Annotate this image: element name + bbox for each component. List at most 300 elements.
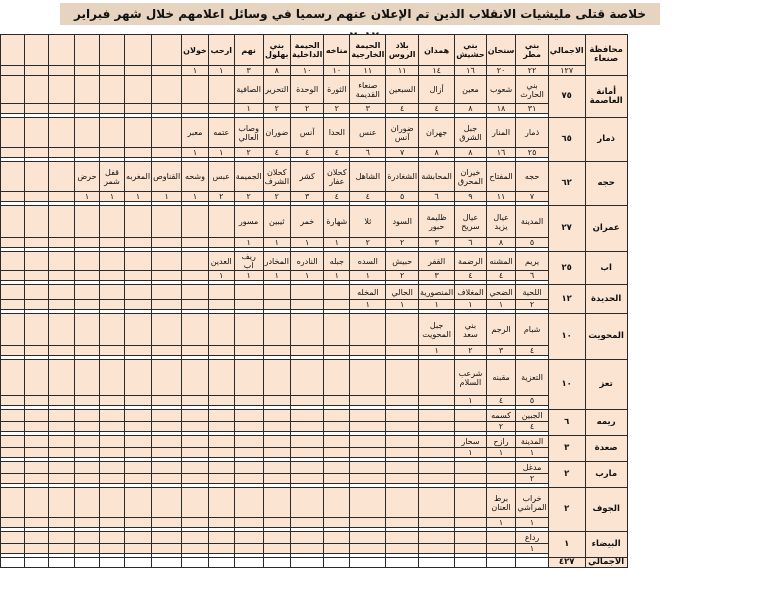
district-count [100,104,125,114]
district-count [419,396,455,406]
footer-empty [455,558,486,568]
district-count [100,238,125,248]
district-name: رازح [486,436,516,448]
district-name [152,76,182,104]
district-count: ١ [419,346,455,356]
district-header: همدان [419,35,455,66]
district-count [208,396,234,406]
district-count: ٥ [386,192,419,202]
district-name [182,462,209,474]
footer-empty [516,558,548,568]
district-count [486,474,516,484]
footer-empty [419,558,455,568]
district-name [100,532,125,544]
district-name [324,410,350,422]
district-count [291,518,324,528]
district-count [419,544,455,554]
district-name [100,285,125,300]
district-name [1,436,25,448]
district-count: ٦ [516,271,548,281]
district-name: عيال سريح [455,206,486,238]
district-count: ٤ [455,271,486,281]
district-name [49,436,75,448]
district-count [49,474,75,484]
district-count [455,422,486,432]
district-name: اللحية [516,285,548,300]
district-header: خولان [182,35,209,66]
district-name [350,462,386,474]
district-count: ٢ [234,148,263,158]
district-name [25,252,49,271]
district-header [49,35,75,66]
district-count [1,448,25,458]
district-name: ريف اب [234,252,263,271]
district-count: ١ [516,544,548,554]
footer-empty [100,558,125,568]
district-count: ٤ [291,148,324,158]
district-count [1,238,25,248]
district-count [125,518,152,528]
district-name: جبل المحويت [419,314,455,346]
district-name [386,314,419,346]
district-name [208,488,234,518]
district-count [49,346,75,356]
district-name [125,76,152,104]
district-count: ١ [208,271,234,281]
district-count: ١ [263,271,291,281]
district-count [324,422,350,432]
district-name [75,118,100,148]
district-count [208,474,234,484]
district-count: ١ [291,271,324,281]
district-count: ١ [208,66,234,76]
district-count: ١٠ [291,66,324,76]
footer-empty [263,558,291,568]
district-count [152,544,182,554]
district-name [1,118,25,148]
district-name [152,206,182,238]
district-count [324,396,350,406]
district-count [75,300,100,310]
district-name: خيران المحرق [455,162,486,192]
district-count: ٣ [234,66,263,76]
district-name [100,360,125,396]
district-name [75,488,100,518]
district-header: بني مطر [516,35,548,66]
district-count [263,544,291,554]
district-count: ٢٥ [516,148,548,158]
district-name [208,462,234,474]
district-name [1,206,25,238]
district-count [75,474,100,484]
district-name [75,360,100,396]
district-count [152,238,182,248]
district-count: ١ [208,148,234,158]
district-name [324,314,350,346]
district-count [386,518,419,528]
district-name [386,410,419,422]
district-count: ٨ [455,148,486,158]
district-name: عبس [208,162,234,192]
district-name: المشنه [486,252,516,271]
district-name [125,462,152,474]
district-name [263,285,291,300]
district-count [49,422,75,432]
district-name [100,206,125,238]
district-count: ١٠ [324,66,350,76]
district-name [208,436,234,448]
district-count [324,448,350,458]
district-name: مدغل [516,462,548,474]
district-count [152,104,182,114]
district-count: ٣ [291,192,324,202]
district-name: التعزية [516,360,548,396]
district-header [125,35,152,66]
district-count [1,422,25,432]
district-name: المخله [350,285,386,300]
district-count: ٣ [350,104,386,114]
district-name [455,488,486,518]
district-name [234,314,263,346]
district-name [49,532,75,544]
district-count [125,300,152,310]
district-name [208,314,234,346]
district-name [234,462,263,474]
district-count [49,300,75,310]
district-count [25,66,49,76]
district-count [182,518,209,528]
district-count [100,148,125,158]
district-name [152,436,182,448]
district-count: ٢ [291,104,324,114]
district-name [350,360,386,396]
district-count [324,544,350,554]
district-count [263,346,291,356]
district-count [386,448,419,458]
district-count [291,396,324,406]
district-count [263,300,291,310]
district-count: ١ [125,192,152,202]
district-name [182,488,209,518]
district-name [100,252,125,271]
district-count [125,422,152,432]
district-name [49,162,75,192]
district-name: كشر [291,162,324,192]
district-count [455,518,486,528]
district-name [1,488,25,518]
district-count [208,448,234,458]
district-name: القناوص [152,162,182,192]
district-count [182,448,209,458]
district-name [234,488,263,518]
district-count [234,518,263,528]
district-name [152,532,182,544]
district-count [182,544,209,554]
district-count [1,396,25,406]
district-count [1,148,25,158]
district-count [152,148,182,158]
district-count: ١ [182,66,209,76]
district-count: ٤ [486,396,516,406]
district-count [25,148,49,158]
district-count [208,544,234,554]
district-count [182,422,209,432]
district-count [263,474,291,484]
district-name [350,410,386,422]
district-count [263,422,291,432]
governorate-header: محافظة صنعاء [585,35,627,76]
district-name [125,436,152,448]
district-count [75,396,100,406]
district-count: ٢ [350,238,386,248]
district-count: ١ [419,300,455,310]
district-name [386,360,419,396]
district-count: ١٦ [486,148,516,158]
district-count [49,518,75,528]
district-name [152,488,182,518]
district-name [208,285,234,300]
district-name [125,314,152,346]
district-count [350,474,386,484]
district-name: خراب المراشي [516,488,548,518]
governorate-total: ١٢ [548,285,585,314]
district-name [324,436,350,448]
district-name: الرجم [486,314,516,346]
governorate-total: ٦ [548,410,585,436]
district-name: حرض [75,162,100,192]
district-count [455,544,486,554]
district-header: بني حشيش [455,35,486,66]
district-name: بني سعد [455,314,486,346]
governorate-total: ٢٧ [548,206,585,252]
district-count [125,238,152,248]
district-name: أزال [419,76,455,104]
district-count: ٨ [263,66,291,76]
district-count [234,346,263,356]
district-count [25,544,49,554]
district-name [208,410,234,422]
district-count [49,544,75,554]
district-name [234,410,263,422]
district-name [324,462,350,474]
district-count [291,474,324,484]
district-name [49,206,75,238]
district-count: ٢ [263,104,291,114]
district-name: المغربه [125,162,152,192]
district-count [182,104,209,114]
district-name [75,532,100,544]
district-count [350,544,386,554]
governorate-name: أمانة العاصمة [585,76,627,118]
district-count [324,474,350,484]
district-name: وشحه [182,162,209,192]
district-header [25,35,49,66]
district-count: ١ [486,300,516,310]
district-name: كحلان عفار [324,162,350,192]
district-name: المفتاح [486,162,516,192]
district-count [25,448,49,458]
district-name: الشغادرة [386,162,419,192]
district-name [486,532,516,544]
district-name [386,462,419,474]
district-name: الحالي [386,285,419,300]
district-name: جهران [419,118,455,148]
district-name: شرعب السلام [455,360,486,396]
district-name: السده [350,252,386,271]
district-count: ١ [486,518,516,528]
district-name [1,532,25,544]
district-name [263,488,291,518]
district-count [208,238,234,248]
district-name [100,118,125,148]
district-name [25,76,49,104]
district-name [100,314,125,346]
district-count [100,448,125,458]
district-name [49,462,75,474]
district-name: الثورة [324,76,350,104]
district-count: ٤ [419,104,455,114]
district-name [324,360,350,396]
district-name: ثيبين [263,206,291,238]
district-count [100,518,125,528]
district-count: ٤ [386,104,419,114]
district-name [100,462,125,474]
governorate-name: عمران [585,206,627,252]
governorate-total: ٣ [548,436,585,462]
district-count [100,474,125,484]
district-count: ١ [455,448,486,458]
district-count: ٨ [486,238,516,248]
district-count [182,346,209,356]
district-name [1,162,25,192]
footer-empty [1,558,25,568]
district-name [25,314,49,346]
district-name: الوحدة [291,76,324,104]
district-name [25,162,49,192]
district-count [125,474,152,484]
district-header [1,35,25,66]
district-count: ١ [350,271,386,281]
governorate-name: المحويت [585,314,627,360]
district-count: ١ [324,238,350,248]
district-name [75,206,100,238]
district-name [350,436,386,448]
district-name [291,462,324,474]
district-name [291,314,324,346]
district-name [1,410,25,422]
district-count: ١ [234,271,263,281]
district-count [291,300,324,310]
district-count [152,271,182,281]
district-name: ضوران [263,118,291,148]
footer-empty [49,558,75,568]
district-header: بلاد الروس [386,35,419,66]
district-name: خمر [291,206,324,238]
district-name: النادره [291,252,324,271]
district-name [25,206,49,238]
district-header: الحيمة الداخلية [291,35,324,66]
governorate-name: ذمار [585,118,627,162]
district-count [152,474,182,484]
district-count [350,396,386,406]
district-count [324,346,350,356]
district-name: ضوران آنس [386,118,419,148]
district-count: ٧ [516,192,548,202]
district-count [234,396,263,406]
district-name [234,436,263,448]
district-count [75,66,100,76]
district-count: ٢ [324,104,350,114]
district-count [152,448,182,458]
district-name [1,76,25,104]
district-count [208,422,234,432]
district-count: ٥ [516,396,548,406]
district-name [182,532,209,544]
district-name [49,118,75,148]
district-count: ١ [291,238,324,248]
district-count [291,448,324,458]
district-count [291,346,324,356]
district-name [75,285,100,300]
district-name: حجه [516,162,548,192]
district-name: التحرير [263,76,291,104]
district-count [25,396,49,406]
district-name: كحلان الشرف [263,162,291,192]
district-name: رداع [516,532,548,544]
district-count [234,474,263,484]
district-count: ١١ [350,66,386,76]
district-name: المدينة [516,206,548,238]
district-count [152,396,182,406]
district-name: ظليمة حبور [419,206,455,238]
district-name [49,76,75,104]
district-count [49,66,75,76]
district-count: ١ [182,192,209,202]
district-name: برط العنان [486,488,516,518]
district-count: ٢ [386,238,419,248]
district-count: ٢ [263,192,291,202]
district-count [25,300,49,310]
district-count [486,544,516,554]
footer-empty [350,558,386,568]
district-count [75,271,100,281]
district-name [324,285,350,300]
district-name: ثلا [350,206,386,238]
district-count [25,104,49,114]
district-count: ٨ [419,148,455,158]
district-count [182,300,209,310]
district-count: ١ [263,238,291,248]
district-count [49,148,75,158]
district-name [182,252,209,271]
district-name [125,285,152,300]
district-count: ١٦ [455,66,486,76]
district-count: ١ [350,300,386,310]
district-count: ٦ [350,148,386,158]
district-count: ٤ [324,192,350,202]
district-name [75,252,100,271]
district-count [25,346,49,356]
district-name [1,360,25,396]
district-name [455,462,486,474]
district-count [75,104,100,114]
footer-empty [234,558,263,568]
district-name [350,488,386,518]
district-name [324,488,350,518]
district-count: ١٤ [419,66,455,76]
district-count: ٥ [516,238,548,248]
district-count: ١ [234,104,263,114]
